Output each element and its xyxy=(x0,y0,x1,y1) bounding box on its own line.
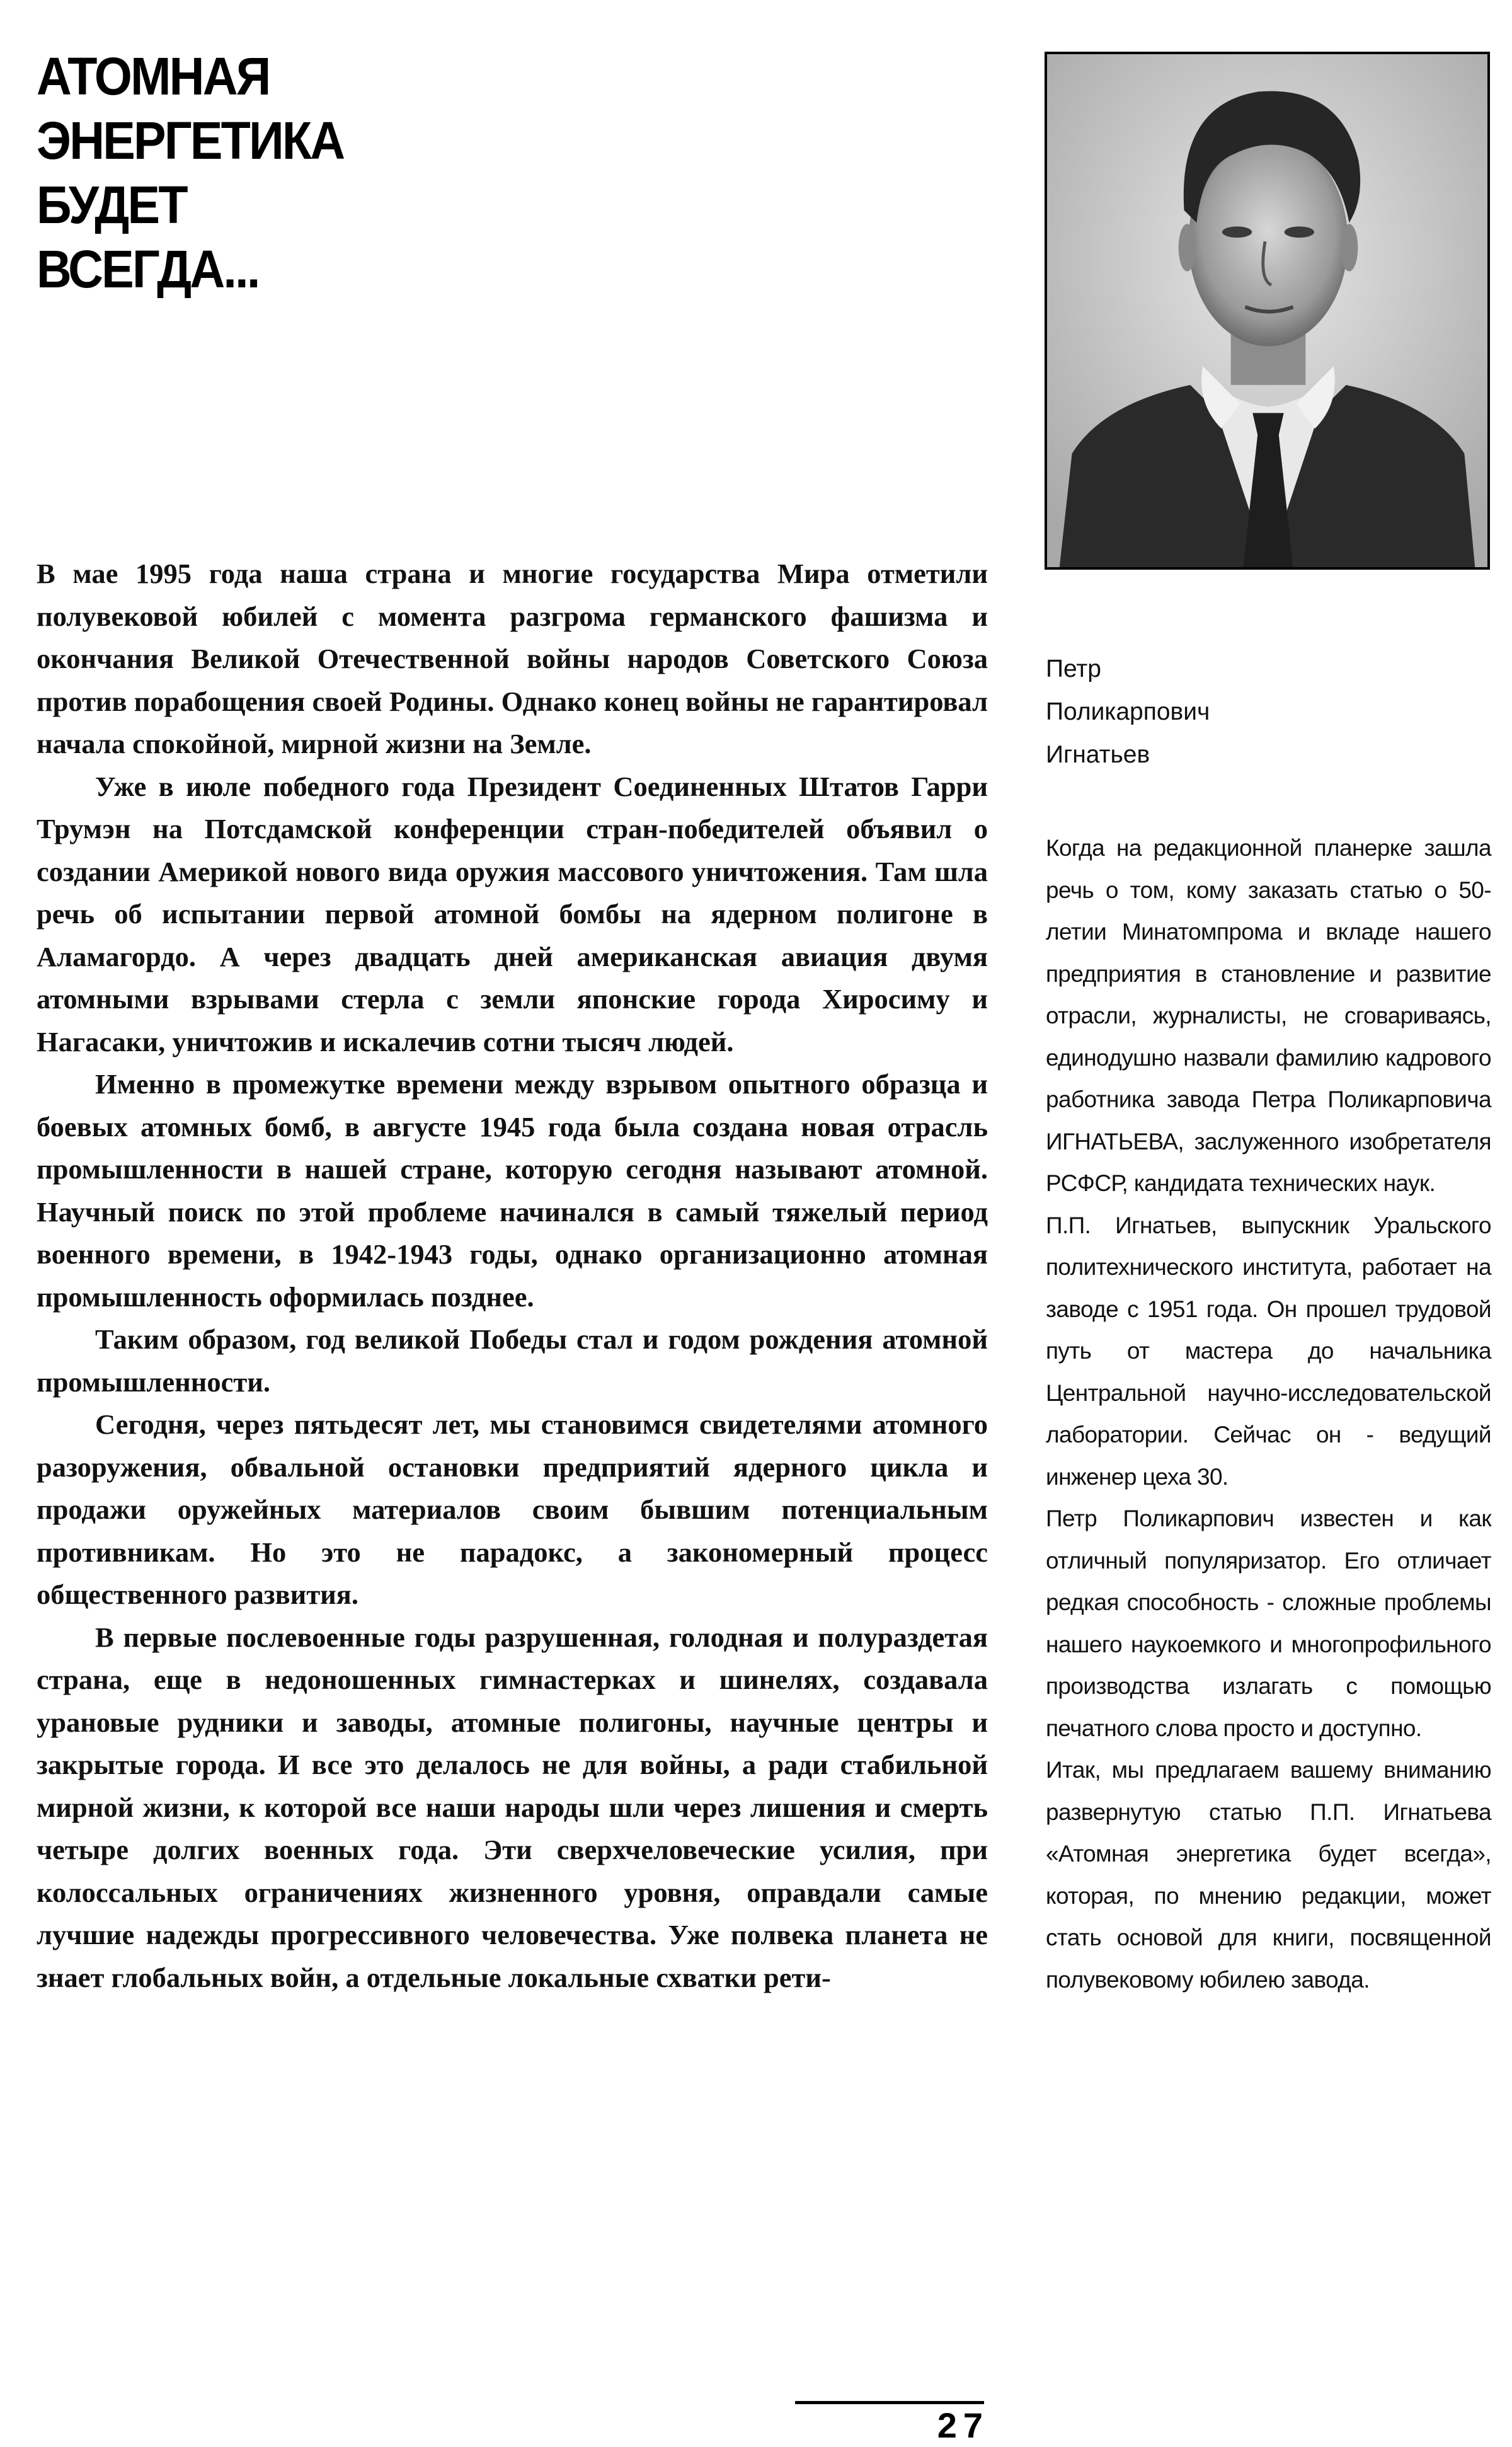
title-line: ЭНЕРГЕТИКА xyxy=(37,111,344,170)
article-paragraph: В первые послевоенные годы разрушенная, голодная и полураздетая страна, еще в недоношенных гимнастерках и шинелях, создавала урановые рудники и заводы, атомные полигоны, научные центры и закрытые города. И все это делалось не для войны, а ради стабильной мирной жизни, к которой все наши народы шли через лишения и смерть четыре долгих военных года. Эти сверхчеловеческие усилия, при колоссальных ограничениях жизненного уровня, оправдали самые лучшие надежды прогрессивного человечества. Уже полвека планета не знает глобальных войн, а отдельные локальные схватки рети- xyxy=(37,1621,988,1993)
article-paragraph: Таким образом, год великой Победы стал и годом рождения атомной промышленности. xyxy=(37,1323,988,1398)
intro-paragraph: П.П. Игнатьев, выпускник Уральского политехнического института, работает на заводе с 1951 года. Он прошел трудовой путь от мастера до начальника Центральной научно-исследовательской лаборатории. Сейчас он - ведущий инженер цеха 30. xyxy=(1046,1212,1491,1490)
author-name-line: Игнатьев xyxy=(1046,741,1150,768)
intro-paragraph: Итак, мы предлагаем вашему вниманию развернутую статью П.П. Игнатьева «Атомная энергетика будет всегда», которая, по мнению редакции, может стать основой для книги, посвященной полувековому юбилею завода. xyxy=(1046,1757,1491,1993)
intro-paragraph: Петр Поликарпович известен и как отличный популяризатор. Его отличает редкая способность - сложные проблемы нашего наукоемкого и многопрофильного производства излагать с помощью печатного слова просто и доступно. xyxy=(1046,1506,1491,1741)
article-title xyxy=(37,44,361,301)
portrait-image xyxy=(1047,54,1487,567)
author-name xyxy=(1046,648,1361,776)
author-name-line: Поликарпович xyxy=(1046,698,1210,725)
title-line: АТОМНАЯ xyxy=(37,47,270,106)
page-number: 27 xyxy=(937,2405,989,2445)
title-line: БУДЕТ xyxy=(37,175,186,234)
article-paragraph: Уже в июле победного года Президент Соединенных Штатов Гарри Трумэн на Потсдамской конференции стран-победителей объявил о создании Америкой нового вида оружия массового уничтожения. Там шла речь об испытании первой атомной бомбы на ядерном полигоне в Аламагордо. А через двадцать дней американская авиация двумя атомными взрывами стерла с земли японские города Хиросиму и Нагасаки, уничтожив и искалечив сотни тысяч людей. xyxy=(37,770,988,1057)
article-paragraph: Именно в промежутке времени между взрывом опытного образца и боевых атомных бомб, в августе 1945 года была создана новая отрасль промышленности в нашей стране, которую сегодня называют атомной. Научный поиск по этой проблеме начинался в самый тяжелый период военного времени, в 1942-1943 годы, однако организационно атомная промышленность оформилась позднее. xyxy=(37,1068,988,1313)
article-paragraph: В мае 1995 года наша страна и многие государства Мира отметили полувековой юбилей с момента разгрома германского фашизма и окончания Великой Отечественной войны народов Советского Союза против порабощения своей Родины. Однако конец войны не гарантировал начала спокойной, мирной жизни на Земле. xyxy=(37,558,988,759)
portrait-photo xyxy=(1045,52,1490,570)
intro-paragraph: Когда на редакционной планерке зашла речь о том, кому заказать статью о 50-летии Минатомпрома и вкладе нашего предприятия в становление и развитие отрасли, журналисты, не сговариваясь, единодушно назвали фамилию кадрового работника завода Петра Поликарповича ИГНАТЬЕВА, заслуженного изобретателя РСФСР, кандидата технических наук. xyxy=(1046,835,1491,1196)
article-body xyxy=(37,553,988,1999)
article-paragraph: Сегодня, через пятьдесят лет, мы становимся свидетелями атомного разоружения, обвальной остановки предприятий ядерного цикла и продажи оружейных материалов своим бывшим потенциальным противникам. Но это не парадокс, а закономерный процесс общественного развития. xyxy=(37,1408,988,1610)
editorial-intro xyxy=(1046,827,1491,2001)
title-line: ВСЕГДА... xyxy=(37,239,259,299)
author-name-line: Петр xyxy=(1046,655,1101,682)
